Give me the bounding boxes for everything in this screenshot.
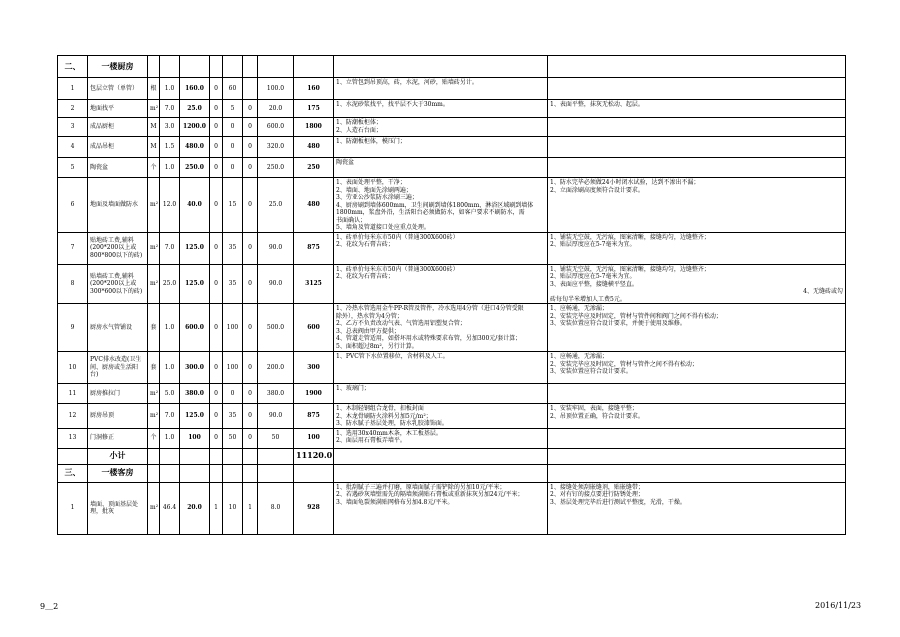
text-line: 2、乙方不负责改动气表、气管选用铝塑复合管；: [336, 320, 466, 327]
section-header-row: [58, 464, 846, 482]
item-price: 125.0: [180, 264, 210, 304]
text-line: 2、人造石台面；: [336, 126, 382, 134]
item-price: 100: [180, 428, 210, 448]
empty-cell: [223, 448, 243, 464]
text-line: 1、表面平整，抹灰无松动、起层。: [550, 101, 644, 108]
item-remark: [548, 178, 846, 233]
item-total: 300: [294, 352, 334, 384]
empty-cell: [548, 448, 846, 464]
text-line: 1、木制轻钢组合龙骨，扣板封面: [336, 405, 424, 412]
item-qty: 1.0: [160, 428, 180, 448]
cost-col-3: 0: [243, 352, 258, 384]
cost-col-3: 0: [243, 137, 258, 158]
item-price: 1200.0: [180, 118, 210, 137]
text-line: 3、基层处理完毕后进行测试平整度，光滑，干燥。: [550, 498, 686, 506]
table-row: [58, 100, 846, 118]
item-qty: 7.0: [160, 232, 180, 264]
table-row: [58, 118, 846, 137]
item-name: 贴地砖工费,辅料(200*200以上或800*800以下的砖): [88, 232, 148, 264]
empty-cell: [243, 464, 258, 482]
item-total: 600: [294, 304, 334, 352]
item-qty: 46.4: [160, 482, 180, 534]
empty-cell: [334, 464, 548, 482]
item-name: 成品厨柜: [88, 118, 148, 137]
item-unit: 套: [148, 304, 160, 352]
item-description: [334, 264, 548, 304]
item-unit: 根: [148, 78, 160, 100]
cost-col-2: 35: [223, 232, 243, 264]
cost-col-4: 25.0: [258, 178, 294, 233]
cost-col-4: 20.0: [258, 100, 294, 118]
item-total: 875: [294, 404, 334, 429]
item-remark: [548, 100, 846, 118]
item-price: 250.0: [180, 158, 210, 178]
cost-col-3: 0: [243, 304, 258, 352]
item-name: 包层立管（单管）: [88, 78, 148, 100]
subtotal-spacer: [58, 448, 88, 464]
item-name: 厨房吊顶: [88, 404, 148, 429]
cost-col-3: 0: [243, 384, 258, 404]
subtotal-label: 小计: [88, 448, 148, 464]
item-number: 6: [58, 178, 88, 233]
item-number: 10: [58, 352, 88, 384]
text-line: 书面确认；: [336, 216, 367, 224]
cost-col-4: 90.0: [258, 264, 294, 304]
empty-cell: [334, 448, 548, 464]
item-unit: 个: [148, 428, 160, 448]
item-total: 175: [294, 100, 334, 118]
text-line: 1、砖单价每米东市50内（普通300X600砖）: [336, 233, 459, 241]
cost-col-2: 0: [223, 137, 243, 158]
text-line: 陶瓷盆: [336, 159, 355, 166]
cost-col-4: 380.0: [258, 384, 294, 404]
empty-cell: [223, 464, 243, 482]
item-unit: m²: [148, 178, 160, 233]
cost-col-2: 50: [223, 428, 243, 448]
item-qty: 3.0: [160, 118, 180, 137]
item-number: 3: [58, 118, 88, 137]
text-line: 5、墙角及管道接口处应重点处理。: [336, 224, 430, 231]
cost-col-3: 0: [243, 404, 258, 429]
cost-col-1: 0: [210, 384, 223, 404]
cost-col-3: 0: [243, 232, 258, 264]
item-name: 成品吊柜: [88, 137, 148, 158]
item-name: 墙面、顶面基层处理，批灰: [88, 482, 148, 534]
subtotal-total: 11120.0: [294, 448, 334, 464]
item-description: [334, 232, 548, 264]
item-name: PVC排水改造(卫生间、厨房或生活阳台): [88, 352, 148, 384]
empty-cell: [243, 448, 258, 464]
item-qty: 5.0: [160, 384, 180, 404]
text-line: 1、防潮板柜体；: [336, 119, 382, 126]
item-price: 160.0: [180, 78, 210, 100]
text-line: 2、贴层厚度应在5-7毫米为宜。: [550, 273, 636, 280]
quote-table: [57, 55, 846, 535]
item-description: [334, 482, 548, 534]
item-price: 480.0: [180, 137, 210, 158]
item-price: 300.0: [180, 352, 210, 384]
item-unit: 个: [148, 158, 160, 178]
item-description: [334, 428, 548, 448]
cost-col-3: 0: [243, 178, 258, 233]
cost-col-4: 90.0: [258, 404, 294, 429]
item-number: 8: [58, 264, 88, 304]
item-total: 3125: [294, 264, 334, 304]
cost-col-4: 100.0: [258, 78, 294, 100]
item-total: 1900: [294, 384, 334, 404]
text-line: 3、安装位置应符合设计要求，并便于使用及维修。: [550, 320, 686, 327]
text-line: 除外），热水管为4分管；: [336, 312, 403, 320]
cost-col-3: 0: [243, 428, 258, 448]
text-line: 3、表面应平整，接缝横平竖直。: [550, 280, 638, 288]
text-line: 2、立面涂刷高度须符合设计要求。: [550, 186, 644, 194]
section-number: 二、: [58, 56, 88, 78]
cost-col-2: 0: [223, 158, 243, 178]
text-line: 1、冷热水管选用金牛PP-R管及管件，冷水选用4分管（进口4分管受限: [336, 305, 524, 312]
item-remark: [548, 428, 846, 448]
item-number: 2: [58, 100, 88, 118]
item-remark: [548, 118, 846, 137]
item-number: 9: [58, 304, 88, 352]
item-number: 7: [58, 232, 88, 264]
empty-cell: [160, 448, 180, 464]
empty-cell: [258, 448, 294, 464]
text-line: 1、玻璃门；: [336, 385, 370, 392]
text-line: 3、墙面龟裂须满贴网格布另加4.8元/平米。: [336, 498, 454, 506]
cost-col-1: 0: [210, 232, 223, 264]
cost-col-1: 0: [210, 178, 223, 233]
empty-cell: [294, 464, 334, 482]
item-description: [334, 100, 548, 118]
empty-cell: [180, 464, 210, 482]
cost-col-1: 1: [210, 482, 223, 534]
cost-col-4: 200.0: [258, 352, 294, 384]
cost-col-2: 10: [223, 482, 243, 534]
text-line: 1、应畅通，无渗漏；: [550, 353, 608, 360]
table-row: [58, 352, 846, 384]
item-description: [334, 118, 548, 137]
cost-col-3: 0: [243, 118, 258, 137]
text-line: 2、吊顶位置正确，符合设计要求。: [550, 412, 644, 420]
page-number: 9＿2: [40, 602, 59, 611]
item-qty: 7.0: [160, 100, 180, 118]
item-remark: [548, 264, 846, 304]
item-remark: [548, 384, 846, 404]
item-name: 地面找平: [88, 100, 148, 118]
item-qty: 7.0: [160, 404, 180, 429]
table-row: [58, 384, 846, 404]
section-number: 三、: [58, 464, 88, 482]
item-total: 160: [294, 78, 334, 100]
text-line: 3、防水腻子基层处理，防水乳胶漆饰面。: [336, 420, 448, 427]
cost-col-4: 320.0: [258, 137, 294, 158]
cost-col-2: 60: [223, 78, 243, 100]
item-name: 厨房水气管铺设: [88, 304, 148, 352]
text-line: 1、立管包到吊顶高，砖，水泥，河砂，贴墙砖另计。: [336, 79, 478, 86]
item-price: 600.0: [180, 304, 210, 352]
cost-col-1: 0: [210, 428, 223, 448]
item-name: 贴墙砖工费,辅料(200*200以上或300*600以下的砖): [88, 264, 148, 304]
item-unit: M: [148, 137, 160, 158]
cost-col-1: 0: [210, 100, 223, 118]
item-remark: [548, 232, 846, 264]
item-name: 地面及墙面做防水: [88, 178, 148, 233]
item-number: 4: [58, 137, 88, 158]
item-price: 125.0: [180, 404, 210, 429]
item-price: 125.0: [180, 232, 210, 264]
table-row: [58, 304, 846, 352]
text-line: 4、管道走管适用，如搭坏用水或特殊要求布管，另加300元/套计算；: [336, 335, 522, 342]
text-line: 1、安装牢固，表面，接缝平整；: [550, 405, 638, 412]
table-row: [58, 428, 846, 448]
item-qty: 1.5: [160, 137, 180, 158]
text-line: 2、面层用石膏板弄墙平。: [336, 437, 406, 444]
item-number: 13: [58, 428, 88, 448]
text-line: 1、应畅通，无渗漏；: [550, 305, 608, 312]
item-description: [334, 404, 548, 429]
item-qty: 12.0: [160, 178, 180, 233]
text-line: 1、防潮板柜体，模压门；: [336, 138, 406, 145]
item-total: 1800: [294, 118, 334, 137]
text-line: 2、若遇砂灰墙壁需先的隔墙须满贴石膏板或重新抹灰另加24元/平米；: [336, 491, 524, 498]
cost-col-2: 35: [223, 264, 243, 304]
text-line: 1、防水完毕必须做24小时闭水试验，达到不渗出不漏；: [550, 179, 700, 186]
item-price: 40.0: [180, 178, 210, 233]
table-row: [58, 232, 846, 264]
item-remark: [548, 78, 846, 100]
item-name: 陶瓷盆: [88, 158, 148, 178]
item-number: 1: [58, 78, 88, 100]
section-title: 一楼厨房: [88, 56, 148, 78]
item-description: [334, 352, 548, 384]
empty-cell: [148, 464, 160, 482]
section-header-row: [58, 56, 846, 78]
item-description: [334, 158, 548, 178]
cost-col-1: 0: [210, 352, 223, 384]
empty-cell: [160, 464, 180, 482]
text-line: 2、贴层厚度应在5-7毫米为宜。: [550, 241, 636, 248]
item-name: 门洞修正: [88, 428, 148, 448]
cost-col-4: 8.0: [258, 482, 294, 534]
text-line: 1、铺装无空鼓，无污痕，图案清晰，接缝均匀，边缝整齐；: [550, 265, 710, 273]
cost-col-1: 0: [210, 118, 223, 137]
item-unit: m²: [148, 384, 160, 404]
item-total: 100: [294, 428, 334, 448]
cost-col-4: 500.0: [258, 304, 294, 352]
table-row: [58, 178, 846, 233]
item-qty: 1.0: [160, 352, 180, 384]
text-line: 1、PVC管下水位置移位，含材料及人工。: [336, 353, 449, 360]
text-line: 1、表面处理平整，干净；: [336, 179, 406, 186]
cost-col-4: 250.0: [258, 158, 294, 178]
item-number: 5: [58, 158, 88, 178]
text-line: 5、面积超过8m²，另行计算。: [336, 342, 418, 350]
text-line: 2、花纹为石膏吉砖；: [336, 241, 394, 248]
text-line: 1、铺装无空鼓，无污痕，图案清晰，接缝均匀，边缝整齐；: [550, 233, 710, 241]
item-total: 875: [294, 232, 334, 264]
empty-cell: [148, 448, 160, 464]
cost-col-2: 100: [223, 352, 243, 384]
text-line: 2、安装完毕应及时固定，管材与管件之间不得有松动；: [550, 360, 698, 368]
cost-col-2: 5: [223, 100, 243, 118]
table-row: [58, 404, 846, 429]
item-price: 380.0: [180, 384, 210, 404]
empty-cell: [210, 464, 223, 482]
table-row: [58, 137, 846, 158]
subtotal-row: [58, 448, 846, 464]
text-line: 2、花纹为石膏吉砖；: [336, 273, 394, 280]
text-line: 2、木龙骨刷防火涂料另加5元/m²；: [336, 412, 432, 420]
item-unit: m²: [148, 232, 160, 264]
item-total: 480: [294, 137, 334, 158]
item-unit: m²: [148, 404, 160, 429]
text-line: 1、选用30x40mm木条，木工板基层。: [336, 429, 442, 437]
item-unit: m²: [148, 482, 160, 534]
item-description: [334, 304, 548, 352]
cost-col-1: 0: [210, 137, 223, 158]
item-unit: m²: [148, 264, 160, 304]
item-name: 厨房推拉门: [88, 384, 148, 404]
empty-cell: [258, 464, 294, 482]
table-row: [58, 482, 846, 534]
item-price: 25.0: [180, 100, 210, 118]
cost-col-2: 0: [223, 118, 243, 137]
remark-side-note: 4、无缝砖或勾: [803, 288, 843, 295]
text-line: 2、对有钉的接点要进行防锈处理；: [550, 491, 644, 498]
item-remark: [548, 137, 846, 158]
item-unit: M: [148, 118, 160, 137]
item-number: 11: [58, 384, 88, 404]
cost-col-1: 0: [210, 158, 223, 178]
item-unit: 套: [148, 352, 160, 384]
cost-col-1: 0: [210, 78, 223, 100]
text-line: 1、接缝处须刮嵌缝剂，贴嵌缝带；: [550, 483, 644, 491]
print-date: 2016/11/23: [815, 601, 862, 610]
text-line: 1、砖单价每米东市50内（普通300X600砖）: [336, 265, 459, 273]
cost-col-3: 1: [243, 482, 258, 534]
cost-col-1: 0: [210, 304, 223, 352]
table-row: [58, 158, 846, 178]
cost-col-4: 90.0: [258, 232, 294, 264]
cost-col-1: 0: [210, 404, 223, 429]
text-line: 2、安装完毕应及时固定，管材与管件间和阀门之间不得有松动；: [550, 312, 722, 320]
text-line: 1800mm，浆盘外沿，生活阳台必须做防水，如客户要求不刷防水，需: [336, 209, 525, 216]
item-total: 928: [294, 482, 334, 534]
item-description: [334, 137, 548, 158]
text-line: 砖每旬半米增加人工费5元。: [550, 295, 626, 303]
item-unit: m²: [148, 100, 160, 118]
cost-col-2: 15: [223, 178, 243, 233]
text-line: 3、安装位置应符合设计要求。: [550, 368, 632, 375]
text-line: 2、墙面、地面先涂刷两遍；: [336, 186, 412, 194]
cost-col-2: 35: [223, 404, 243, 429]
text-line: 4、厨房刷到墙体600mm，卫生间刷到墙体1800mm，淋浴区域刷到墙体: [336, 201, 534, 209]
text-line: 3、总表阀由甲方提供；: [336, 327, 400, 335]
section-title: 一楼客房: [88, 464, 148, 482]
item-qty: 1.0: [160, 304, 180, 352]
item-remark: [548, 352, 846, 384]
item-total: 480: [294, 178, 334, 233]
table-row: [58, 78, 846, 100]
item-number: 1: [58, 482, 88, 534]
item-total: 250: [294, 158, 334, 178]
item-description: [334, 78, 548, 100]
item-remark: [548, 482, 846, 534]
item-price: 20.0: [180, 482, 210, 534]
text-line: 1、水泥砂浆找平，找平层不大于30mm。: [336, 101, 449, 108]
cost-col-4: 600.0: [258, 118, 294, 137]
cost-col-3: [243, 78, 258, 100]
cost-col-4: 50: [258, 428, 294, 448]
cost-col-3: 0: [243, 100, 258, 118]
cost-col-2: 0: [223, 384, 243, 404]
item-qty: 1.0: [160, 78, 180, 100]
item-remark: [548, 404, 846, 429]
item-description: [334, 384, 548, 404]
item-qty: 1.0: [160, 158, 180, 178]
empty-cell: [180, 448, 210, 464]
item-qty: 25.0: [160, 264, 180, 304]
cost-col-2: 100: [223, 304, 243, 352]
item-remark: [548, 304, 846, 352]
item-number: 12: [58, 404, 88, 429]
text-line: 3、劳亚公沙浆防水涂刷三遍；: [336, 194, 418, 201]
empty-cell: [548, 464, 846, 482]
cost-col-1: 0: [210, 264, 223, 304]
item-description: [334, 178, 548, 233]
item-remark: [548, 158, 846, 178]
text-line: 1、批刮腻子三遍并打磨，原墙面腻子需铲除的另加10元/平米；: [336, 483, 506, 491]
empty-cell: [210, 448, 223, 464]
cost-col-3: 0: [243, 158, 258, 178]
table-row: [58, 264, 846, 304]
cost-col-3: 0: [243, 264, 258, 304]
